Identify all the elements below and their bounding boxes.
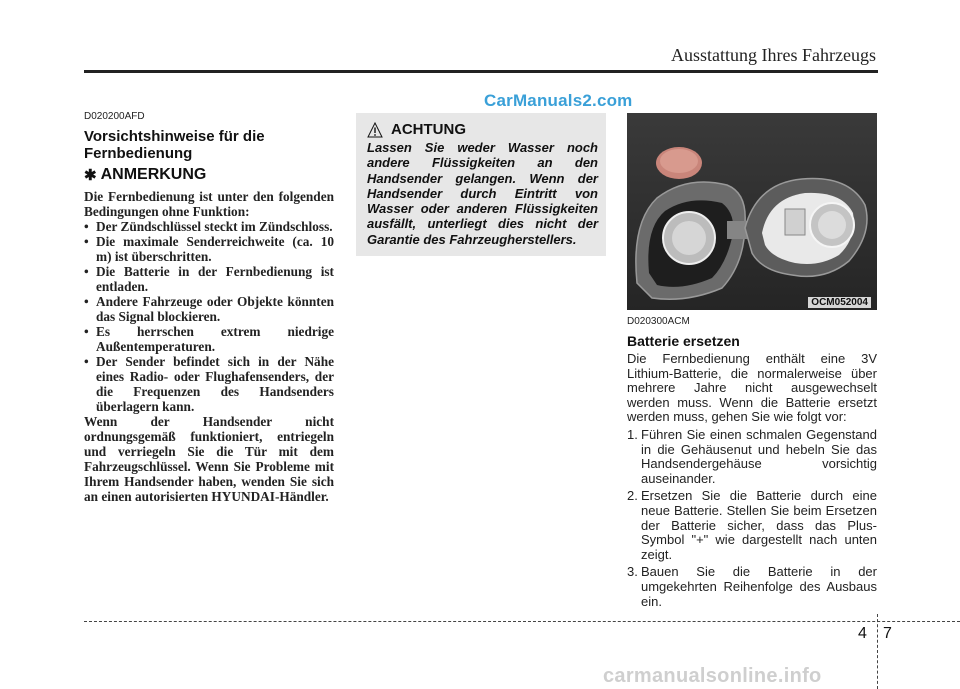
bullet-text: Die Batterie in der Fernbedienung ist entladen. [96,264,334,294]
note-heading [84,166,334,184]
step-text: Ersetzen Sie die Batterie durch eine neue Batterie. Stellen Sie beim Ersetzen der Batterie sicher, dass das Plus-Symbol "+" wie dargestellt nach unten zeigt. [641,488,877,562]
page-number: 7 [883,625,892,642]
step-text: Bauen Sie die Batterie in der umgekehrten Reihenfolge des Ausbaus ein. [641,564,877,609]
footer-rule [84,621,960,622]
step-number: 2. [627,488,638,504]
bullet-text: Der Sender befindet sich in der Nähe eines Radio- oder Flughafensenders, der die Frequenzen des Handsenders überlagern kann. [96,354,334,414]
bullet-text: Es herrschen extrem niedrige Außentemperaturen. [96,324,334,354]
bullet-text: Andere Fahrzeuge oder Objekte könnten das Signal blockieren. [96,294,334,324]
step-text: Führen Sie einen schmalen Gegenstand in die Gehäusenut und hebeln Sie das Handsendergehäuse vorsichtig auseinander. [641,426,877,486]
bullet-icon: • [84,354,89,369]
star-icon: ✱ [84,167,97,184]
caution-box [356,113,606,256]
bullet-icon: • [84,324,89,339]
bullet-item [84,234,334,264]
remote-key-illustration [627,113,877,310]
right-column [627,316,877,609]
section-code: D020200AFD [84,111,145,122]
bullet-icon: • [84,294,89,309]
photo-code: OCM052004 [808,297,871,308]
note-closing: Wenn der Handsender nicht ordnungsgemäß funktioniert, entriegeln und verriegeln Sie die Tür mit dem Fahrzeugschlüssel. Wenn Sie Probleme mit Ihrem Handsender haben, wenden Sie sich an einen autorisierten HYUNDAI-Händler. [84,414,334,504]
page-header-title: Ausstattung Ihres Fahrzeugs [671,45,876,65]
bullet-icon: • [84,219,89,234]
battery-intro: Die Fernbedienung enthält eine 3V Lithium-Batterie, die normalerweise über mehrere Jahre nicht ausgewechselt werden muss. Wenn die Batterie ersetzt werden muss, gehen Sie wie folgt vor: [627,351,877,425]
chapter-number: 4 [858,625,867,642]
warning-icon [367,122,383,138]
caution-text: Lassen Sie weder Wasser noch andere Flüssigkeiten an den Handsender gelangen. Wenn der Handsender durch Eintritt von Wasser oder anderen Flüssigkeiten ausfällt, unterliegt dies nicht der Garantie des Fahrzeugherstellers. [367,140,598,247]
bullet-item [84,219,334,234]
bullet-icon: • [84,264,89,279]
left-column [84,111,334,504]
caution-heading [367,121,598,138]
key-battery-photo [627,113,877,310]
bullet-text: Die maximale Senderreichweite (ca. 10 m) ist überschritten. [96,234,334,264]
watermark-bottom[interactable]: carmanualsonline.info [603,665,822,687]
bullet-item [84,324,334,354]
step-item [627,565,877,609]
header-rule [84,70,878,73]
battery-instructions [627,352,877,609]
step-number: 1. [627,426,638,442]
caution-label: ACHTUNG [391,121,466,138]
note-label: ANMERKUNG [100,166,207,183]
watermark-top[interactable]: CarManuals2.com [484,91,633,110]
page-divider [877,614,878,689]
step-number: 3. [627,564,638,580]
bullet-item [84,354,334,414]
bullet-icon: • [84,234,89,249]
step-item [627,428,877,486]
step-item [627,489,877,562]
note-intro: Die Fernbedienung ist unter den folgenden Bedingungen ohne Funktion: [84,189,334,219]
section-code: D020300ACM [627,316,690,327]
bullet-item [84,294,334,324]
section-heading: Batterie ersetzen [627,333,740,349]
bullet-text: Der Zündschlüssel steckt im Zündschloss. [96,219,333,234]
note-body [84,189,334,504]
bullet-item [84,264,334,294]
section-heading: Vorsichtshinweise für die Fernbedienung [84,128,265,162]
